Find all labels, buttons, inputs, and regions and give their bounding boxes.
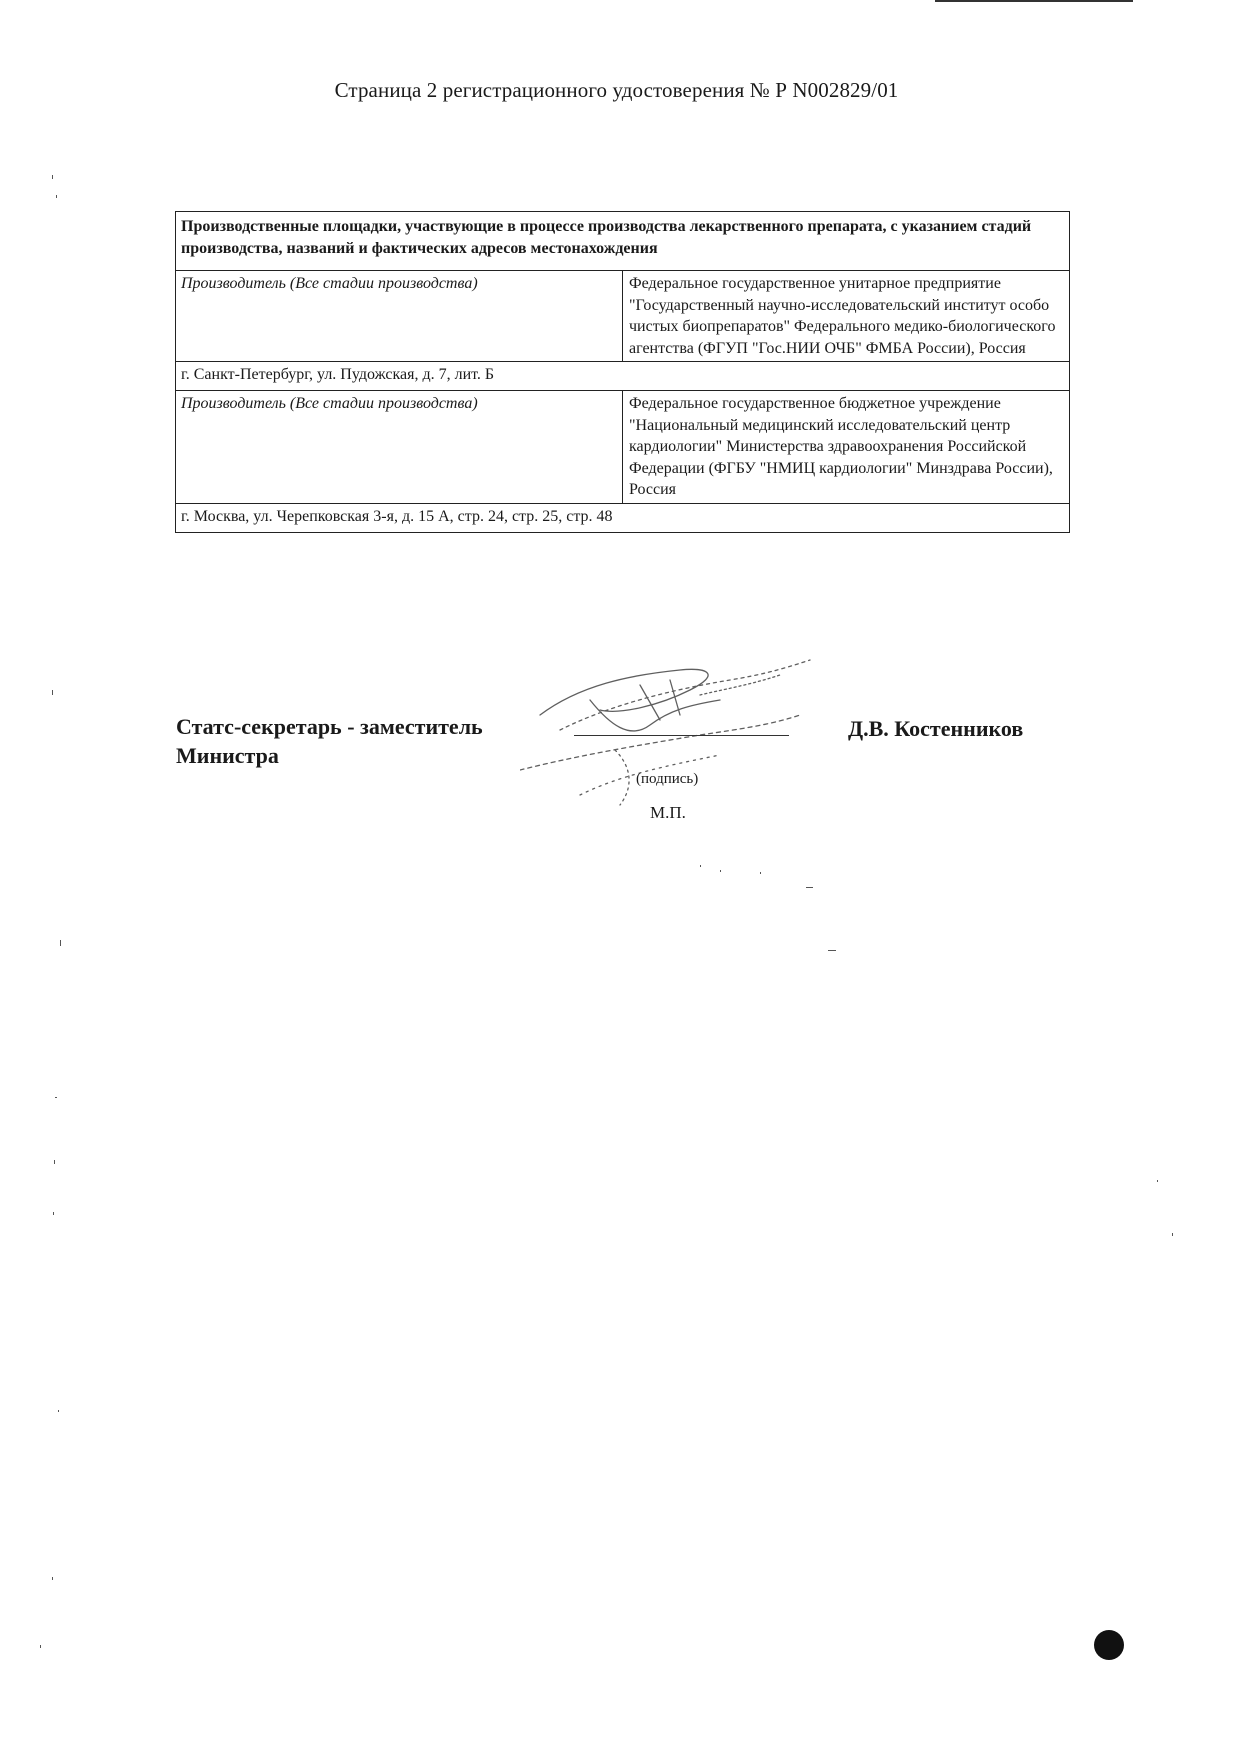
signer-position-line1: Статс-секретарь - заместитель bbox=[176, 714, 483, 739]
producer-role: Производитель (Все стадии производства) bbox=[176, 391, 623, 504]
producer-organization: Федеральное государственное унитарное предприятие "Государственный научно-исследовательский институт особо чистых биопрепаратов" Федерального медико-биологического агентства (ФГУП "Гос.НИИ ОЧБ" ФМБА России), Россия bbox=[623, 271, 1070, 362]
table-row bbox=[176, 391, 1070, 504]
signer-position-line2: Министра bbox=[176, 743, 279, 768]
signature-line bbox=[574, 735, 789, 736]
signer-name: Д.В. Костенников bbox=[848, 716, 1024, 741]
stamp-label: М.П. bbox=[650, 803, 686, 822]
production-sites-table bbox=[175, 211, 1070, 533]
producer-role: Производитель (Все стадии производства) bbox=[176, 271, 623, 362]
handwritten-signature bbox=[520, 645, 860, 835]
producer-address: г. Москва, ул. Черепковская 3-я, д. 15 А, стр. 24, стр. 25, стр. 48 bbox=[176, 503, 1070, 532]
page-title: Страница 2 регистрационного удостоверения № Р N002829/01 bbox=[334, 78, 899, 102]
signature-caption: (подпись) bbox=[636, 771, 699, 787]
producer-address: г. Санкт-Петербург, ул. Пудожская, д. 7, лит. Б bbox=[176, 362, 1070, 391]
table-row bbox=[176, 271, 1070, 362]
table-heading: Производственные площадки, участвующие в процессе производства лекарственного препарата, с указанием стадий производства, названий и фактических адресов местонахождения bbox=[176, 212, 1070, 271]
signer-position bbox=[176, 712, 483, 770]
table-row bbox=[176, 362, 1070, 391]
producer-organization: Федеральное государственное бюджетное учреждение "Национальный медицинский исследовательский центр кардиологии" Министерства здравоохранения Российской Федерации (ФГБУ "НМИЦ кардиологии" Минздрава России), Россия bbox=[623, 391, 1070, 504]
top-edge-rule bbox=[935, 0, 1133, 2]
table-row bbox=[176, 503, 1070, 532]
table-heading-row bbox=[176, 212, 1070, 271]
hole-punch-mark bbox=[1094, 1630, 1124, 1660]
